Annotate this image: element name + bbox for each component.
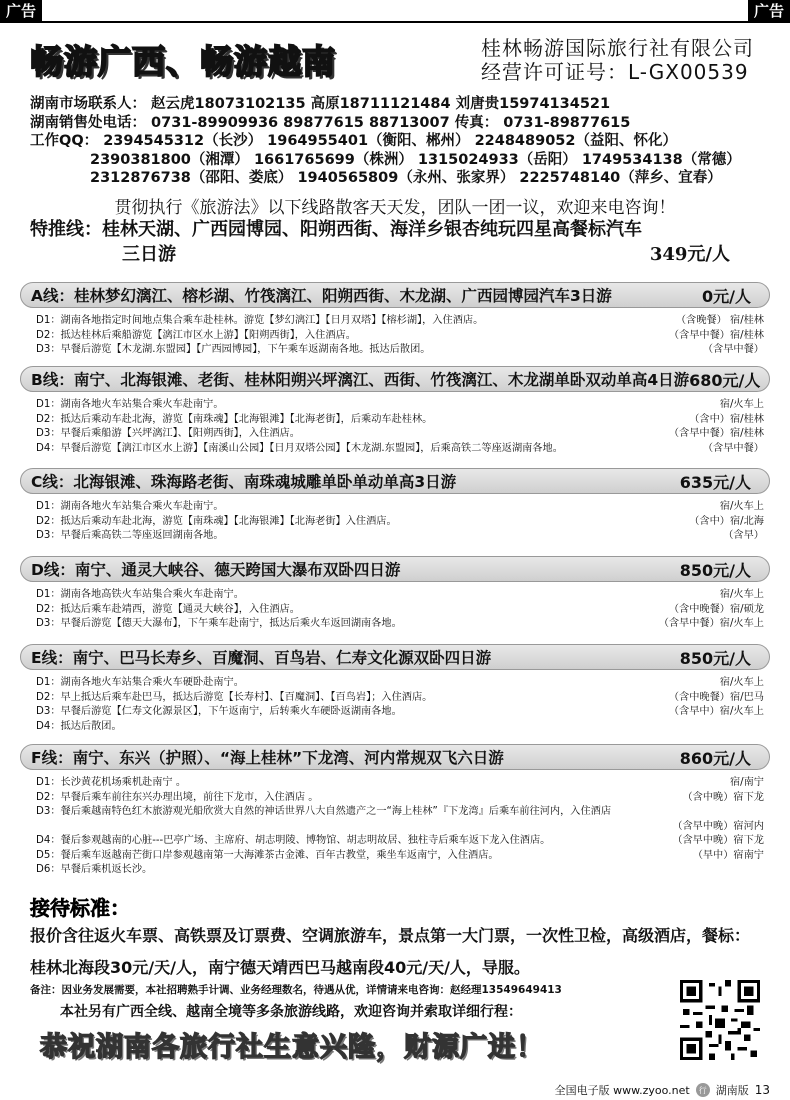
day-meal: 宿/火车上 (719, 677, 764, 688)
day-meal: （含早中晚）宿下龙 (672, 835, 764, 846)
itinerary-day (36, 617, 770, 632)
route-title: A线：桂林梦幻漓江、榕杉湖、竹筏漓江、阳朔西街、木龙湖、广西园博园汽车3日游 (31, 287, 612, 305)
route-section (20, 556, 770, 632)
route-price: 635元/人 (679, 472, 751, 492)
day-meal: 宿/火车上 (719, 589, 764, 600)
day-meal: 宿/火车上 (719, 501, 764, 512)
itinerary-day (36, 705, 770, 720)
day-text: D3：早餐后乘高铁二等座返回湖南各地。 (36, 530, 224, 541)
day-meal: （含晚餐） 宿/桂林 (675, 315, 764, 326)
day-meal: （含中晚餐）宿/巴马 (668, 691, 764, 703)
route-price: 850元/人 (679, 560, 751, 580)
day-text: D2：抵达后乘动车赴北海，游览【南珠魂】【北海银滩】【北海老街】入住酒店。 (36, 515, 397, 527)
itinerary-day (36, 329, 770, 344)
route-header (20, 468, 770, 494)
day-text: D3：餐后乘越南特色红木旅游观光船欣赏大自然的神话世界八大自然遗产之一“海上桂林”『下龙湾』后乘车前往河内，入住酒店 (36, 806, 612, 817)
day-text: D1：长沙黄花机场乘机赴南宁 。 (36, 777, 187, 788)
route-days (20, 398, 770, 456)
contact-line: 2312876738（邵阳、娄底） 1940565809（永州、张家界） 2225748140（萍乡、宜春） (90, 170, 722, 186)
day-text: D4：抵达后散团。 (36, 720, 122, 732)
day-text: D2：早上抵达后乘车赴巴马，抵达后游览【长寿村】、【百魔洞】、【百鸟岩】；入住酒店。 (36, 691, 433, 703)
day-text: D1：湖南各地火车站集合乘火车硬卧赴南宁。 (36, 677, 244, 688)
day-text: D4：餐后参观越南的心脏---巴亭广场、主席府、胡志明陵、博物馆、胡志明故居、独柱寺后乘车返下龙入住酒店。 (36, 835, 551, 846)
route-title: B线：南宁、北海银滩、老街、桂林阳朔兴坪漓江、西街、竹筏漓江、木龙湖单卧双动单高4日游 (31, 371, 690, 389)
qr-code (680, 980, 760, 1060)
day-text: D3：早餐后乘船游【兴坪漓江】、【阳朔西街】，入住酒店。 (36, 428, 300, 439)
route-days (20, 588, 770, 632)
route-days (20, 676, 770, 734)
itinerary-day (36, 676, 770, 691)
day-text: D5：餐后乘车返越南芒街口岸参观越南第一大海滩茶古金滩、百年古教堂，乘坐车返南宁，入住酒店。 (36, 849, 499, 861)
day-text: D2：抵达桂林后乘船游览【漓江市区水上游】【阳朔西街】，入住酒店。 (36, 329, 356, 341)
route-section (20, 282, 770, 358)
day-text: D1：湖南各地高铁火车站集合乘火车赴南宁。 (36, 589, 244, 600)
day-meal: （含中晚餐）宿/硕龙 (668, 603, 764, 615)
itinerary-day (36, 776, 770, 791)
day-meal: 宿/火车上 (719, 399, 764, 410)
itinerary-day (36, 720, 770, 735)
route-header (20, 644, 770, 670)
other-routes: 本社另有广西全线、越南全境等多条旅游线路，欢迎咨询并索取详细行程： (60, 1004, 522, 1020)
special-price: 349元/人 (649, 244, 730, 265)
blessing: 恭祝湖南各旅行社生意兴隆，财源广进！ (40, 1032, 544, 1063)
route-section (20, 644, 770, 734)
day-meal: （含中）宿/桂林 (689, 413, 764, 425)
itinerary-day (36, 820, 770, 835)
contact-line: 工作QQ： 2394545312（长沙） 1964955401（衡阳、郴州） 2248489052（益阳、怀化） (30, 133, 677, 149)
route-header (20, 556, 770, 582)
standard-title: 接待标准： (30, 896, 130, 920)
day-meal: （含早中餐）宿/桂林 (668, 428, 764, 439)
banner-title: 畅游广西、畅游越南 (30, 42, 336, 81)
route-price: 0元/人 (702, 286, 751, 306)
note: 备注：因业务发展需要，本社招聘熟手计调、业务经理数名，待遇从优，详情请来电咨询：赵经理13549649413 (30, 984, 562, 996)
route-section (20, 744, 770, 878)
day-meal (764, 720, 770, 735)
footer-region: 湖南版 (715, 1084, 749, 1097)
day-meal: （含早中餐） (702, 344, 764, 355)
top-divider (0, 21, 790, 23)
route-title: C线：北海银滩、珠海路老街、南珠魂城雕单卧单动单高3日游 (31, 473, 457, 491)
day-meal (764, 805, 770, 820)
itinerary-day (36, 515, 770, 530)
itinerary-day (36, 834, 770, 849)
route-header (20, 366, 770, 392)
day-meal: （含早中餐） (702, 442, 764, 454)
special-route (30, 217, 770, 267)
day-meal: （含早中餐）宿/桂林 (668, 329, 764, 341)
itinerary-day (36, 343, 770, 358)
route-price: 850元/人 (679, 648, 751, 668)
day-text: D3：早餐后游览【仁寿文化源景区】，下午返南宁，后转乘火车硬卧返湖南各地。 (36, 706, 402, 717)
license-number: 经营许可证号：L-GX00539 (481, 60, 749, 84)
contact-line: 湖南销售处电话： 0731-89909936 89877615 88713007 传真： 0731-89877615 (30, 114, 631, 131)
route-price: 680元/人 (689, 370, 761, 390)
route-days (20, 776, 770, 878)
day-text: D2：抵达后乘车赴靖西，游览【通灵大峡谷】，入住酒店。 (36, 603, 300, 615)
day-meal: （含早中晚）宿河内 (672, 820, 764, 832)
ad-tag-left: 广告 (0, 0, 42, 22)
itinerary-day (36, 603, 770, 618)
company-block (481, 36, 754, 84)
route-days (20, 500, 770, 544)
day-meal: （含早中）宿/火车上 (668, 706, 764, 717)
day-text: D1：湖南各地火车站集合乘火车赴南宁。 (36, 399, 224, 410)
route-section (20, 468, 770, 544)
itinerary-day (36, 588, 770, 603)
day-meal: （含中）宿/北海 (689, 515, 764, 527)
page-number: 13 (754, 1083, 770, 1097)
company-name: 桂林畅游国际旅行社有限公司 (481, 36, 754, 60)
route-days (20, 314, 770, 358)
contact-line: 2390381800（湘潭） 1661765699（株洲） 1315024933（岳阳） 1749534138（常德） (90, 151, 741, 168)
footer-badge-icon: 行 (696, 1083, 710, 1097)
day-meal (764, 863, 770, 878)
ad-tag-right: 广告 (748, 0, 790, 22)
itinerary-day (36, 529, 770, 544)
day-text: D2：早餐后乘车前往东兴办理出境，前往下龙市，入住酒店 。 (36, 791, 319, 803)
day-meal: 宿/南宁 (730, 777, 764, 788)
itinerary-day (36, 849, 770, 864)
footer-edition: 全国电子版 www.zyoo.net (554, 1084, 690, 1097)
day-meal: （含早中餐）宿/火车上 (658, 618, 764, 629)
itinerary-day (36, 398, 770, 413)
itinerary-day (36, 314, 770, 329)
footer (555, 1082, 770, 1098)
itinerary-day (36, 442, 770, 457)
special-line1: 特推线：桂林天湖、广西园博园、阳朔西街、海洋乡银杏纯玩四星高餐标汽车 (30, 219, 642, 240)
day-meal: （早中）宿南宁 (692, 849, 764, 861)
route-title: F线：南宁、东兴（护照）、“海上桂林”下龙湾、河内常规双飞六日游 (31, 749, 504, 767)
day-text: D6：早餐后乘机返长沙。 (36, 864, 153, 875)
day-meal: （含中晚）宿下龙 (682, 791, 764, 803)
itinerary-day (36, 691, 770, 706)
special-line2: 三日游 (122, 244, 176, 265)
contacts (30, 95, 770, 188)
day-text: D3：早餐后游览【木龙湖.东盟园】【广西园博园】，下午乘车返湖南各地。抵达后散团。 (36, 344, 431, 355)
day-text: D1：湖南各地指定时间地点集合乘车赴桂林。游览【梦幻漓江】【日月双塔】【榕杉湖】，入住酒店。 (36, 315, 484, 326)
day-text: D1：湖南各地火车站集合乘火车赴南宁。 (36, 501, 224, 512)
route-title: D线：南宁、通灵大峡谷、德天跨国大瀑布双卧四日游 (31, 561, 401, 579)
day-text: D2：抵达后乘动车赴北海，游览【南珠魂】【北海银滩】【北海老街】，后乘动车赴桂林。 (36, 413, 433, 425)
itinerary-day (36, 805, 770, 820)
route-section (20, 366, 770, 456)
route-header (20, 744, 770, 770)
route-title: E线：南宁、巴马长寿乡、百魔洞、百鸟岩、仁寿文化源双卧四日游 (31, 649, 492, 667)
itinerary-day (36, 413, 770, 428)
itinerary-day (36, 427, 770, 442)
itinerary-day (36, 500, 770, 515)
standard-body: 报价含往返火车票、高铁票及订票费、空调旅游车，景点第一大门票，一次性卫检，高级酒店，餐标：桂林北海段30元/天/人，南宁德天靖西巴马越南段40元/天/人，导服。 (30, 926, 751, 977)
day-text: D3：早餐后游览【德天大瀑布】，下午乘车赴南宁，抵达后乘火车返回湖南各地。 (36, 618, 402, 629)
day-text: D4：早餐后游览【漓江市区水上游】【南溪山公园】【日月双塔公园】【木龙湖.东盟园】，后乘高铁二等座返湖南各地。 (36, 442, 563, 454)
contact-line: 湖南市场联系人： 赵云虎18073102135 高原18711121484 刘唐贵15974134521 (30, 96, 611, 112)
route-price: 860元/人 (679, 748, 751, 768)
route-header (20, 282, 770, 308)
motto: 贯彻执行《旅游法》以下线路散客天天发，团队一团一议，欢迎来电咨询！ (114, 198, 676, 218)
day-meal: （含早） (723, 530, 764, 541)
itinerary-day (36, 791, 770, 806)
itinerary-day (36, 863, 770, 878)
